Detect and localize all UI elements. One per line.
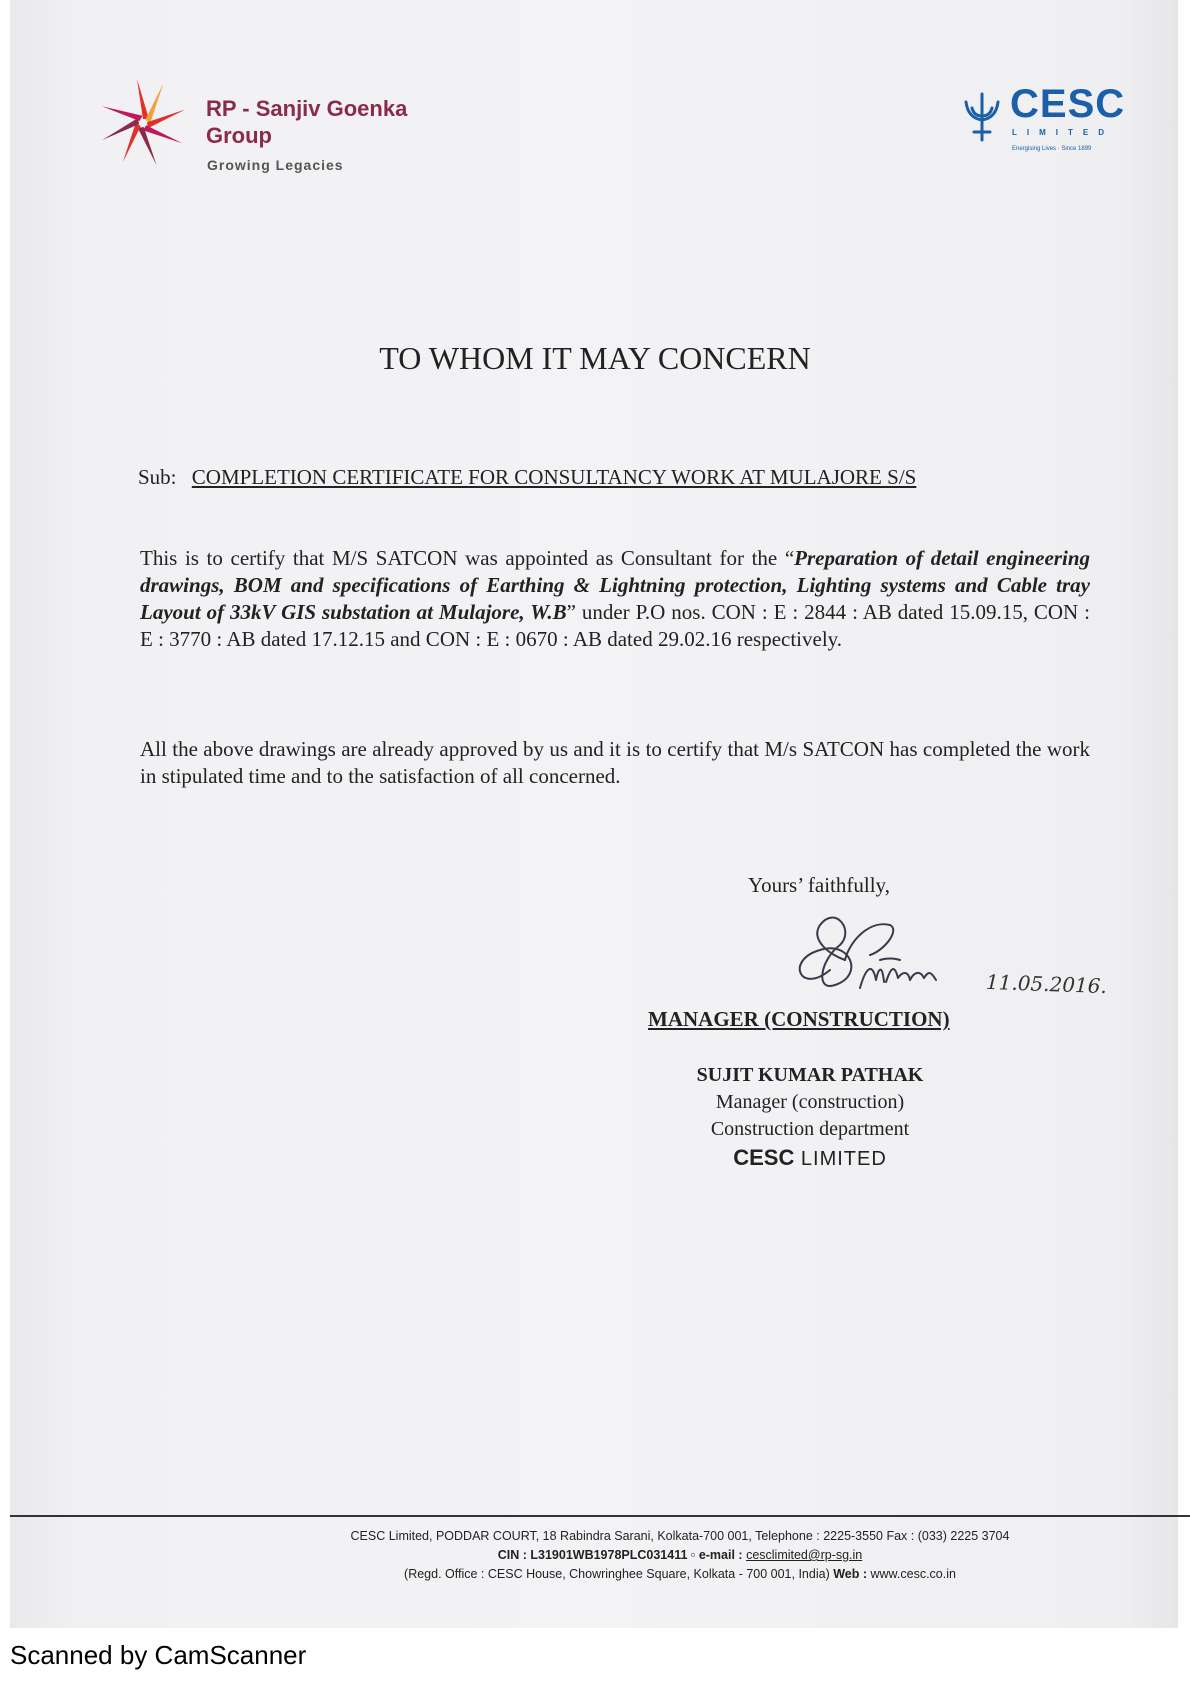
footer-divider — [10, 1515, 1190, 1517]
closing-text: Yours’ faithfully, — [748, 873, 890, 897]
footer-email-label: e-mail : — [698, 1548, 743, 1562]
company-suffix: LIMITED — [1012, 128, 1114, 137]
handwritten-signature-icon — [790, 900, 990, 1005]
subject-label: Sub: — [138, 465, 177, 489]
page-title: TO WHOM IT MAY CONCERN — [379, 340, 811, 376]
group-name-line2: Group — [206, 123, 272, 148]
group-name — [206, 95, 407, 149]
footer — [0, 1527, 1190, 1584]
company-slogan: Energising Lives · Since 1899 — [1012, 146, 1092, 152]
signature-date: 11.05.2016. — [985, 969, 1108, 999]
stamp-department: Construction department — [710, 1118, 910, 1140]
designation: MANAGER (CONSTRUCTION) — [648, 1007, 950, 1031]
official-stamp — [690, 1062, 930, 1174]
group-name-line1: RP - Sanjiv Goenka — [206, 96, 408, 121]
scanner-watermark: Scanned by CamScanner — [10, 1640, 307, 1670]
group-tagline: Growing Legacies — [207, 157, 344, 173]
footer-regd-office: (Regd. Office : CESC House, Chowringhee Square, Kolkata - 700 001, India) — [404, 1567, 830, 1581]
footer-web[interactable]: www.cesc.co.in — [870, 1567, 956, 1581]
body-paragraph-1 — [140, 545, 1090, 653]
subject-line — [138, 465, 916, 490]
footer-email[interactable]: cesclimited@rp-sg.in — [746, 1548, 863, 1562]
stamp-company — [690, 1143, 930, 1174]
footer-contact: CIN : L31901WB1978PLC031411 ▫ e-mail : cesclimited@rp-sg.in — [497, 1548, 863, 1562]
para1-emphasis: Preparation of detail engineering drawings, BOM and specifications of Earthing & Lightning protection, Lighting systems and Cable tray Layout of 33kV GIS substation at Mulajore, W.B — [140, 546, 1090, 624]
footer-web-label: Web : — [833, 1567, 868, 1581]
para1-intro: This is to certify that M/S SATCON was appointed as Consultant for the “ — [140, 546, 795, 570]
footer-cin: CIN : L31901WB1978PLC031411 — [497, 1548, 688, 1562]
subject-text: COMPLETION CERTIFICATE FOR CONSULTANCY WORK AT MULAJORE S/S — [191, 465, 917, 489]
body-paragraph-2: All the above drawings are already approved by us and it is to certify that M/s SATCON has completed the work in stipulated time and to the satisfaction of all concerned. — [140, 737, 1090, 788]
trident-emblem-icon — [960, 88, 1004, 144]
footer-regd — [0, 1565, 1190, 1584]
letter-page — [10, 0, 1178, 1628]
stamp-name: SUJIT KUMAR PATHAK — [696, 1064, 924, 1086]
para1-rest: ” under P.O nos. CON : E : 2844 : AB dated 15.09.15, CON : E : 3770 : AB dated 17.12.15 and CON : E : 0670 : AB dated 29.02.16 respectively. — [140, 600, 1090, 651]
stamp-company-rest: LIMITED — [800, 1148, 887, 1170]
stamp-role: Manager (construction) — [715, 1091, 905, 1113]
company-logo-text: CESC — [1010, 82, 1126, 126]
footer-address: CESC Limited, PODDAR COURT, 18 Rabindra Sarani, Kolkata-700 001, Telephone : 2225-3550 Fax : (033) 2225 3704 — [350, 1529, 1010, 1543]
rpsg-star-logo-icon — [98, 78, 188, 168]
stamp-company-bold: CESC — [733, 1145, 795, 1170]
